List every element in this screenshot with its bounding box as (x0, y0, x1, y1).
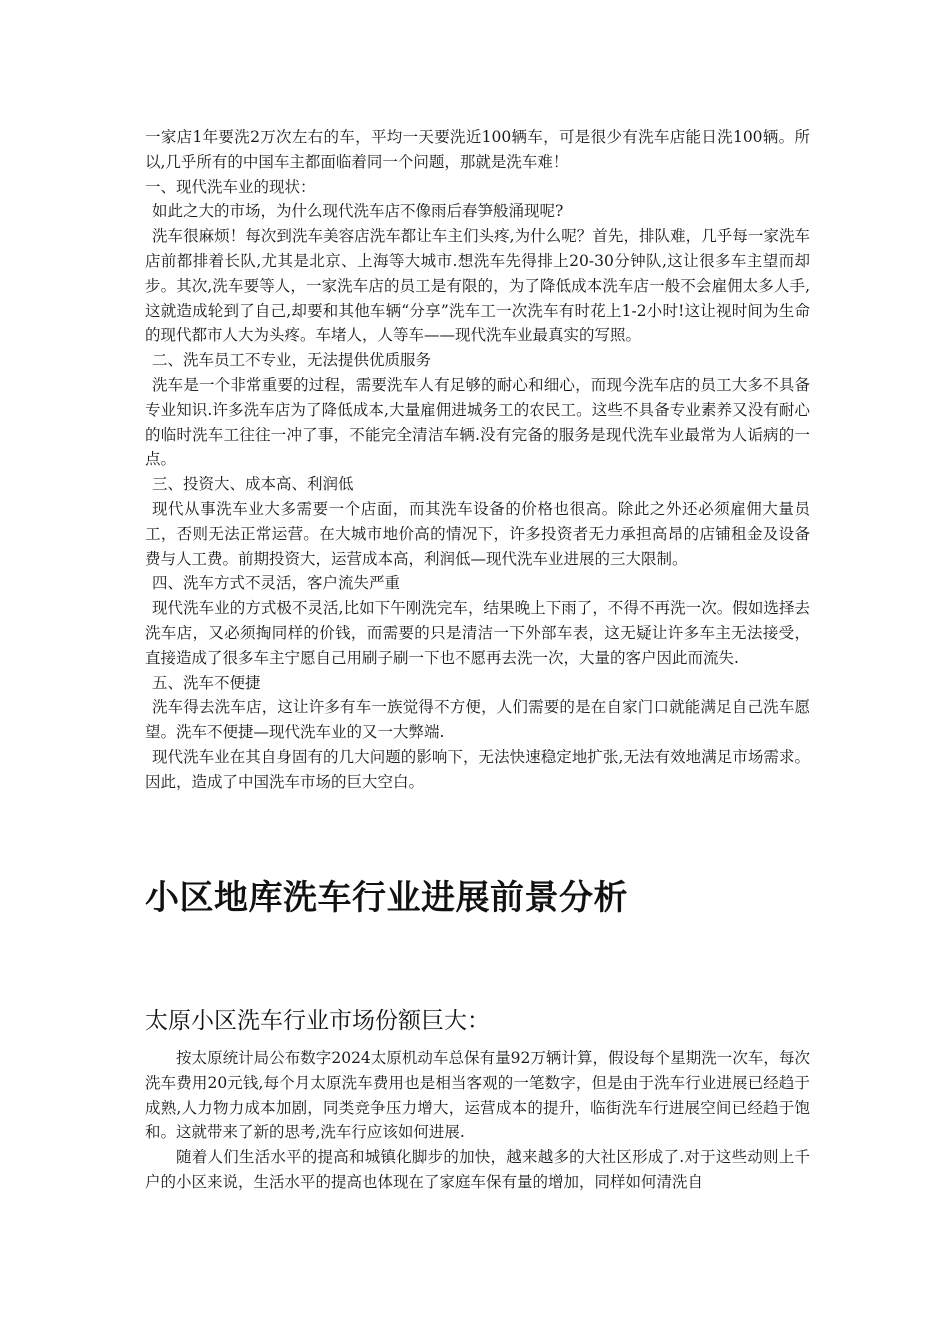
paragraph: 四、洗车方式不灵活，客户流失严重 (152, 574, 401, 593)
main-heading: 小区地库洗车行业进展前景分析 (145, 878, 628, 918)
paragraph: 三、投资大、成本高、利润低 (152, 475, 354, 494)
paragraph: 一家店1年要洗2万次左右的车，平均一天要洗近100辆车，可是很少有洗车店能日洗100辆。所以,几乎所有的中国车主都面临着同一个问题，那就是洗车难！ (145, 128, 810, 171)
paragraph: 现代洗车业在其自身固有的几大问题的影响下，无法快速稳定地扩张,无法有效地满足市场需求。因此，造成了中国洗车市场的巨大空白。 (145, 747, 810, 791)
paragraph: 如此之大的市场，为什么现代洗车店不像雨后春笋般涌现呢? (152, 202, 564, 221)
paragraph: 按太原统计局公布数字2024太原机动车总保有量92万辆计算，假设每个星期洗一次车，每次洗车费用20元钱,每个月太原洗车费用也是相当客观的一笔数字，但是由于洗车行业进展已经趋于成熟,人力物力成本加剧，同类竞争压力增大，运营成本的提升，临街洗车行进展空间已经趋于饱和。这就带来了新的思考,洗车行应该如何进展. (145, 1049, 810, 1142)
paragraph: 一、现代洗车业的现状： (145, 177, 316, 196)
paragraph: 洗车得去洗车店，这让许多有车一族觉得不方便，人们需要的是在自家门口就能满足自己洗车愿望。洗车不便捷—现代洗车业的又一大弊端. (145, 698, 810, 742)
sub-heading: 太原小区洗车行业市场份额巨大： (145, 1008, 490, 1034)
body-section-1 (145, 125, 810, 795)
paragraph: 随着人们生活水平的提高和城镇化脚步的加快，越来越多的大社区形成了.对于这些动则上千户的小区来说，生活水平的提高也体现在了家庭车保有量的增加，同样如何清洗自 (145, 1148, 810, 1191)
paragraph: 现代洗车业的方式极不灵活,比如下午刚洗完车，结果晚上下雨了，不得不再洗一次。假如选择去洗车店，又必须掏同样的价钱，而需要的只是清洁一下外部车表，这无疑让许多车主无法接受，直接造成了很多车主宁愿自己用刷子刷一下也不愿再去洗一次，大量的客户因此而流失. (145, 599, 810, 667)
body-section-2 (145, 1046, 810, 1195)
paragraph: 二、洗车员工不专业，无法提供优质服务 (152, 351, 432, 370)
paragraph: 五、洗车不便捷 (152, 673, 261, 692)
paragraph: 洗车是一个非常重要的过程，需要洗车人有足够的耐心和细心，而现今洗车店的员工大多不具备专业知识.许多洗车店为了降低成本,大量雇佣进城务工的农民工。这些不具备专业素养又没有耐心的临时洗车工往往一冲了事，不能完全清洁车辆.没有完备的服务是现代洗车业最常为人诟病的一点。 (145, 375, 810, 469)
paragraph: 洗车很麻烦！每次到洗车美容店洗车都让车主们头疼,为什么呢？首先，排队难，几乎每一家洗车店前都排着长队,尤其是北京、上海等大城市.想洗车先得排上20-30分钟队,这让很多车主望而却步。其次,洗车要等人，一家洗车店的员工是有限的，为了降低成本洗车店一般不会雇佣太多人手,这就造成轮到了自己,却要和其他车辆“分享”洗车工一次洗车有时花上1-2小时!这让视时间为生命的现代都市人大为头疼。车堵人，人等车——现代洗车业最真实的写照。 (145, 227, 810, 345)
paragraph: 现代从事洗车业大多需要一个店面，而其洗车设备的价格也很高。除此之外还必须雇佣大量员工，否则无法正常运营。在大城市地价高的情况下，许多投资者无力承担高昂的店铺租金及设备费与人工费。前期投资大，运营成本高，利润低—现代洗车业进展的三大限制。 (145, 499, 810, 568)
